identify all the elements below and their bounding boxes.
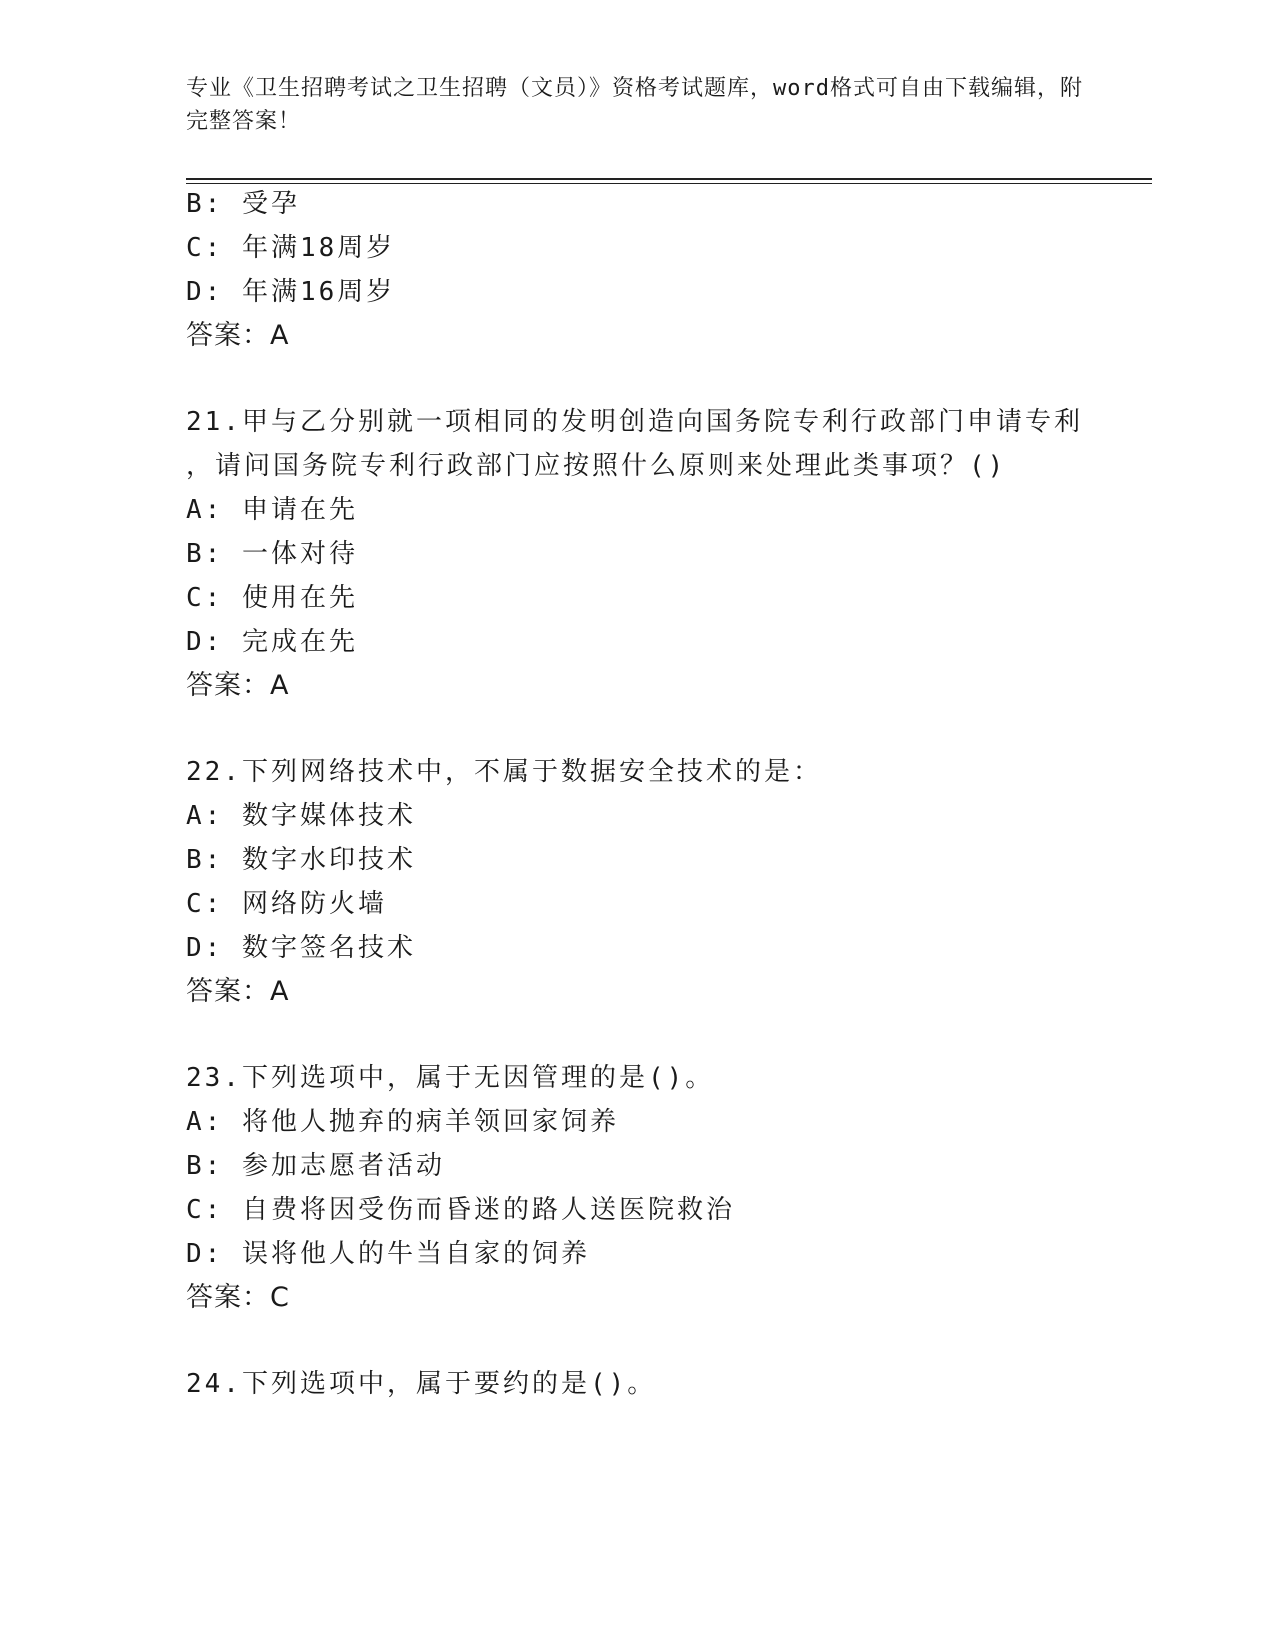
option-a: A: 数字媒体技术	[186, 801, 416, 831]
option-d: D: 数字签名技术	[186, 933, 416, 963]
question-stem-continued: ，请问国务院专利行政部门应按照什么原则来处理此类事项？()	[186, 451, 1007, 481]
header-rule-thick	[186, 178, 1152, 180]
question-stem: 21.甲与乙分别就一项相同的发明创造向国务院专利行政部门申请专利	[186, 407, 1083, 437]
option-c: C: 自费将因受伤而昏迷的路人送医院救治	[186, 1195, 735, 1225]
option-c: C: 使用在先	[186, 583, 358, 613]
document-header: 专业《卫生招聘考试之卫生招聘（文员）》资格考试题库，word格式可自由下载编辑，附完整答案！	[186, 76, 1083, 134]
option-b: B: 受孕	[186, 189, 300, 219]
answer: 答案：A	[186, 670, 290, 701]
option-d: D: 年满16周岁	[186, 277, 396, 307]
option-a: A: 申请在先	[186, 495, 358, 525]
answer: 答案：C	[186, 1282, 290, 1313]
question-stem: 23.下列选项中，属于无因管理的是()。	[186, 1063, 715, 1093]
answer: 答案：A	[186, 976, 290, 1007]
answer: 答案：A	[186, 320, 290, 351]
option-b: B: 数字水印技术	[186, 845, 416, 875]
option-c: C: 年满18周岁	[186, 233, 396, 263]
option-a: A: 将他人抛弃的病羊领回家饲养	[186, 1107, 619, 1137]
question-stem: 22.下列网络技术中，不属于数据安全技术的是：	[186, 757, 822, 787]
option-c: C: 网络防火墙	[186, 889, 387, 919]
header-rule-thin	[186, 183, 1152, 184]
option-b: B: 一体对待	[186, 539, 358, 569]
option-d: D: 误将他人的牛当自家的饲养	[186, 1239, 590, 1269]
option-d: D: 完成在先	[186, 627, 358, 657]
option-b: B: 参加志愿者活动	[186, 1151, 445, 1181]
question-stem: 24.下列选项中，属于要约的是()。	[186, 1369, 657, 1399]
